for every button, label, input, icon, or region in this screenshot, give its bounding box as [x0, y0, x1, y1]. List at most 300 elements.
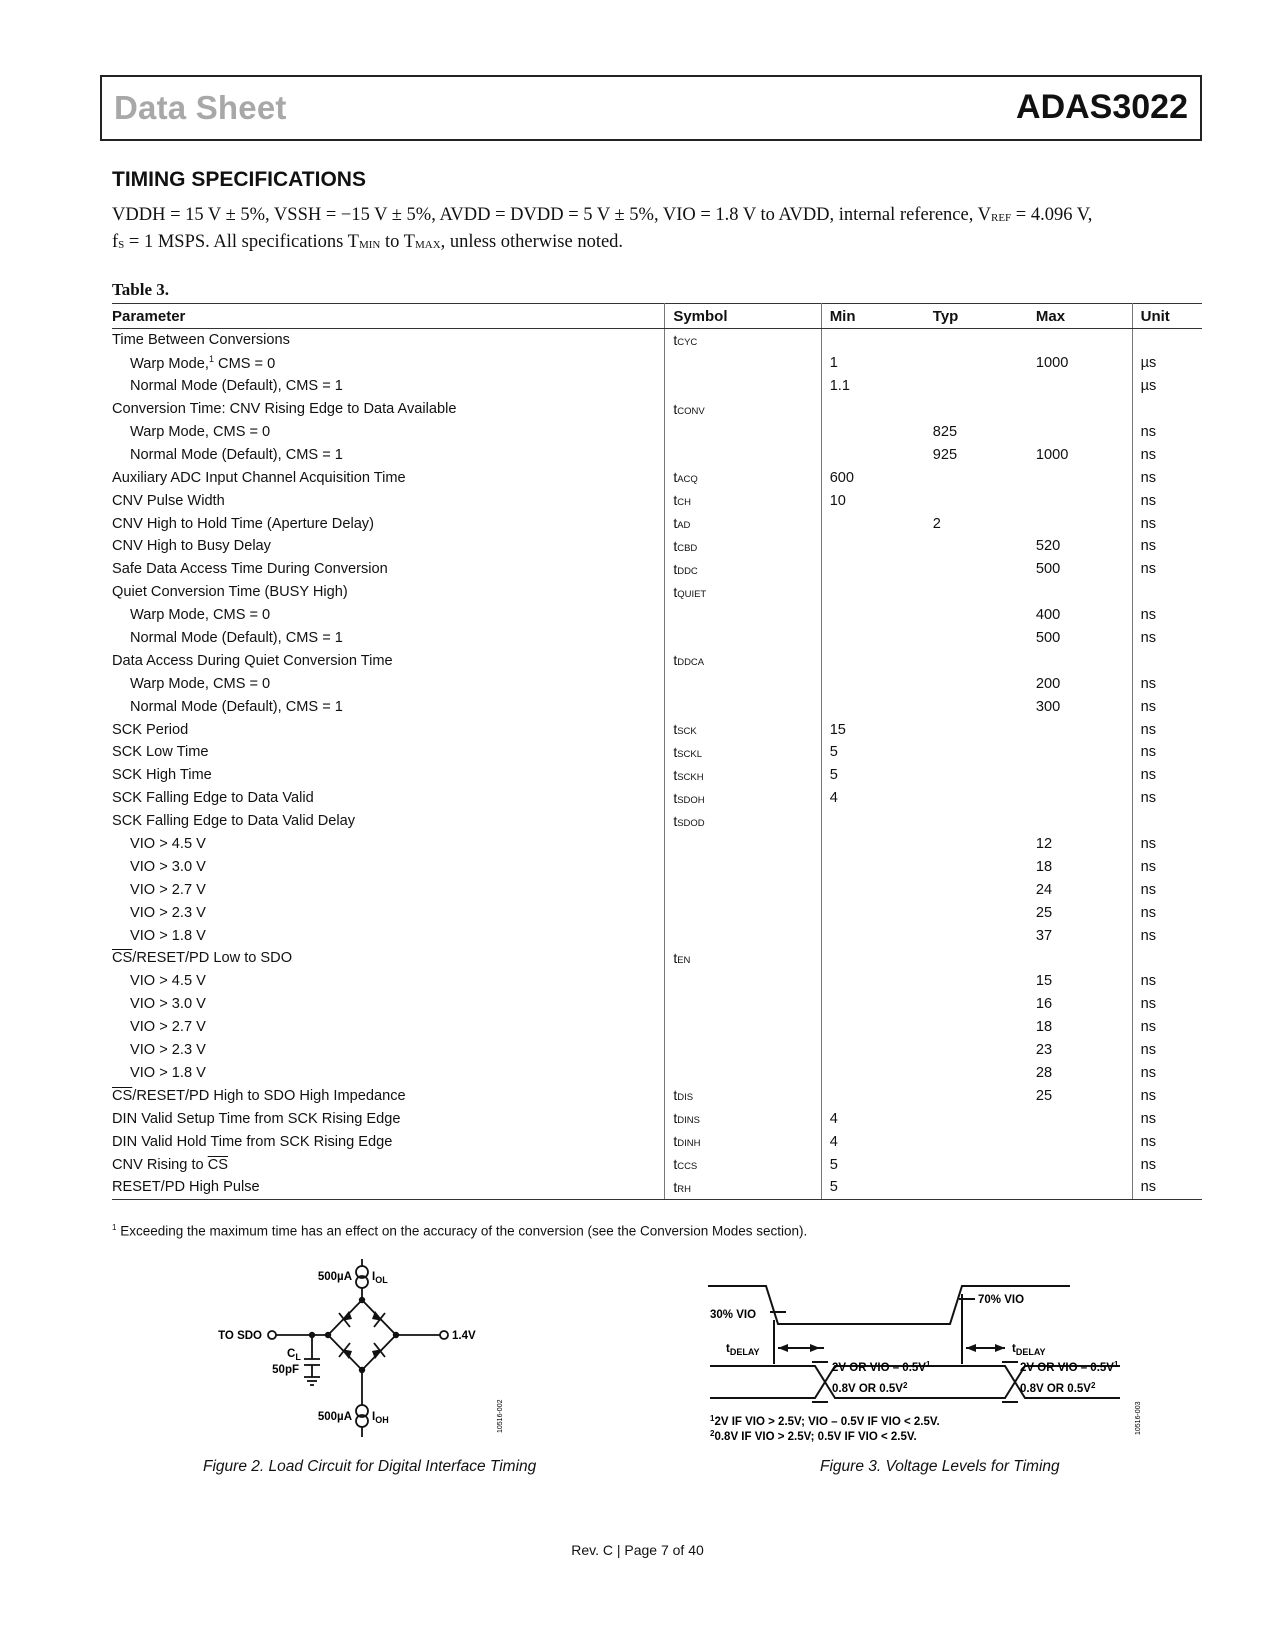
cell-typ: 925 [932, 446, 958, 463]
cell-symbol [665, 512, 821, 535]
cell-symbol [665, 878, 821, 901]
parameter-text: VIO > 4.5 V [130, 836, 206, 853]
figure3-note-1: $^1$2V IF VIO > 2.5V; VIO – 0.5V IF VIO < 2.5V. [710, 1414, 940, 1428]
cell-typ [925, 924, 1028, 947]
cell-unit: ns [1140, 446, 1157, 463]
parameter-text: Quiet Conversion Time (BUSY High) [112, 584, 348, 601]
cell-min [821, 649, 925, 672]
parameter-text: VIO > 4.5 V [130, 973, 206, 990]
symbol-main: t [673, 469, 678, 486]
cell-unit: ns [1140, 424, 1157, 440]
symbol-main: t [673, 331, 678, 348]
cell-max [1028, 741, 1132, 764]
cell-max: 400 [1028, 604, 1132, 627]
cell-max: 500 [1028, 627, 1132, 650]
cell-symbol [665, 1107, 821, 1130]
cell-max [1028, 375, 1132, 398]
cell-parameter [112, 878, 665, 901]
cell-typ [925, 718, 1028, 741]
cell-max [1028, 1107, 1132, 1130]
label-30-percent: 30% VIO [710, 1309, 757, 1321]
cell-typ [925, 581, 1028, 604]
cell-min [821, 810, 925, 833]
parameter-text: Normal Mode (Default), CMS = 1 [130, 378, 343, 395]
cell-unit: ns [1140, 1042, 1157, 1059]
conditions-sub: REF [990, 212, 1012, 224]
cell-unit: ns [1140, 675, 1157, 692]
low-level-label-1: 0.8V OR $0.5V^2$ [832, 1381, 908, 1395]
parameter-text: SCK Falling Edge to Data Valid [112, 790, 314, 807]
cell-symbol [665, 1176, 821, 1199]
cell-symbol [665, 970, 821, 993]
symbol-main: t [673, 949, 678, 966]
cell-min [821, 993, 925, 1016]
cell-typ [925, 672, 1028, 695]
header-parameter: Parameter [112, 304, 665, 329]
header-symbol: Symbol [665, 304, 821, 329]
cell-max: 28 [1028, 1062, 1132, 1085]
conditions-text: = 4.096 V, [1011, 205, 1093, 225]
load-circuit-diagram [200, 1255, 530, 1450]
page-header [100, 75, 1202, 141]
tdelay-right-label: $t_{DELAY}$ [1012, 1343, 1046, 1357]
table-row [112, 627, 1202, 650]
cell-parameter [112, 1016, 665, 1039]
cell-min [821, 947, 925, 970]
table-footnote [112, 1223, 807, 1239]
cell-typ [925, 833, 1028, 856]
cell-max [1028, 329, 1132, 352]
parameter-text: DIN Valid Setup Time from SCK Rising Edge [112, 1110, 401, 1127]
cell-parameter [112, 421, 665, 444]
cell-min: 1.1 [829, 378, 850, 395]
cell-parameter [112, 855, 665, 878]
table-row [112, 398, 1202, 421]
parameter-text: Warp Mode, CMS = 0 [130, 675, 271, 692]
cell-typ [925, 352, 1028, 375]
cell-typ [925, 375, 1028, 398]
cell-min [821, 421, 925, 444]
cell-unit [1132, 329, 1202, 352]
parameter-text: Normal Mode (Default), CMS = 1 [130, 698, 343, 715]
cell-max: 16 [1028, 993, 1132, 1016]
parameter-text: Auxiliary ADC Input Channel Acquisition Time [112, 469, 406, 486]
symbol-main: t [673, 766, 678, 783]
footnote-text: Exceeding the maximum time has an effect on the accuracy of the conversion (see the Conversion Modes section). [116, 1223, 808, 1239]
cell-typ [925, 649, 1028, 672]
cell-max: 15 [1028, 970, 1132, 993]
parameter-text: CNV High to Hold Time (Aperture Delay) [112, 515, 374, 532]
cell-symbol [665, 924, 821, 947]
symbol-subscript: DINS [677, 1115, 700, 1127]
cell-min [821, 627, 925, 650]
parameter-text: SCK Low Time [112, 744, 209, 761]
symbol-subscript: DIS [677, 1092, 694, 1104]
to-sdo-label: TO SDO [218, 1330, 262, 1342]
cell-symbol [665, 764, 821, 787]
cell-max [1028, 810, 1132, 833]
table-row [112, 718, 1202, 741]
cell-max: 12 [1028, 833, 1132, 856]
symbol-main: t [673, 560, 678, 577]
table-row [112, 1084, 1202, 1107]
parameter-text: VIO > 2.7 V [130, 881, 206, 898]
cell-parameter [112, 924, 665, 947]
table-body [112, 329, 1202, 1200]
cell-typ [925, 627, 1028, 650]
figure-id: 10516-003 [1135, 1401, 1142, 1435]
cell-min: 600 [829, 469, 855, 486]
cell-parameter [112, 466, 665, 489]
cell-max: 520 [1028, 535, 1132, 558]
cell-max: 25 [1028, 901, 1132, 924]
cell-symbol [665, 421, 821, 444]
cell-max [1028, 764, 1132, 787]
cell-typ [925, 489, 1028, 512]
symbol-subscript: CONV [677, 405, 705, 417]
table-row [112, 787, 1202, 810]
page-footer: Rev. C | Page 7 of 40 [571, 1542, 704, 1558]
cell-min [821, 604, 925, 627]
cell-min [821, 1062, 925, 1085]
cell-symbol [665, 1084, 821, 1107]
cell-typ [925, 787, 1028, 810]
cell-symbol [665, 855, 821, 878]
cell-max [1028, 718, 1132, 741]
cell-parameter [112, 581, 665, 604]
conditions-text: f [112, 232, 119, 252]
table-row [112, 672, 1202, 695]
cell-unit: ns [1140, 492, 1157, 509]
table-row [112, 901, 1202, 924]
symbol-main: t [673, 812, 678, 829]
cell-typ: 825 [932, 424, 958, 440]
table-row [112, 970, 1202, 993]
cell-min: 4 [829, 790, 838, 807]
cell-parameter [112, 489, 665, 512]
cell-min [821, 581, 925, 604]
cell-unit: ns [1140, 836, 1157, 853]
parameter-text: VIO > 2.3 V [130, 904, 206, 921]
table-row [112, 764, 1202, 787]
voltage-levels-diagram [700, 1270, 1160, 1450]
cell-symbol [665, 398, 821, 421]
cell-min: 1 [829, 355, 838, 372]
cell-min [821, 833, 925, 856]
symbol-main: t [673, 1087, 678, 1104]
conditions-text: , unless otherwise noted. [440, 232, 624, 252]
parameter-text: VIO > 2.3 V [130, 1042, 206, 1059]
cell-unit: ns [1140, 973, 1157, 990]
symbol-subscript: DINH [677, 1138, 701, 1150]
cell-min: 5 [829, 1156, 838, 1173]
cl-label: $C_L$ [287, 1348, 301, 1362]
cell-unit: ns [1140, 1133, 1157, 1150]
low-level-label-2: 0.8V OR $0.5V^2$ [1020, 1381, 1096, 1395]
header-unit: Unit [1132, 304, 1202, 329]
conditions-text: to T [380, 232, 415, 252]
cell-unit: ns [1140, 744, 1157, 761]
cell-unit: ns [1140, 698, 1157, 715]
cell-typ [925, 1016, 1028, 1039]
cell-parameter [112, 627, 665, 650]
cell-symbol [665, 329, 821, 352]
cell-max: 1000 [1028, 352, 1132, 375]
cell-typ [925, 764, 1028, 787]
cell-min [821, 672, 925, 695]
cell-parameter [112, 1084, 665, 1107]
cell-parameter [112, 741, 665, 764]
parameter-text: Warp Mode, [130, 356, 209, 373]
table-row [112, 833, 1202, 856]
cell-max [1028, 398, 1132, 421]
cell-min [821, 443, 925, 466]
footnote-ref: 1 [208, 354, 214, 365]
table-row [112, 1016, 1202, 1039]
header-max: Max [1028, 304, 1132, 329]
conditions-text: = 1 MSPS. All specifications T [124, 232, 359, 252]
conditions-sub: S [118, 239, 125, 251]
symbol-main: t [673, 743, 678, 760]
cell-symbol [665, 375, 821, 398]
symbol-subscript: CCS [677, 1161, 698, 1172]
cell-max: 24 [1028, 878, 1132, 901]
cell-min [821, 855, 925, 878]
cell-unit: ns [1140, 1019, 1157, 1036]
header-doc-type: Data Sheet [114, 89, 287, 126]
table-row [112, 421, 1202, 444]
cell-typ [925, 1084, 1028, 1107]
cell-min [821, 1084, 925, 1107]
cell-typ [925, 810, 1028, 833]
cell-symbol [665, 581, 821, 604]
cell-unit: ns [1140, 515, 1157, 532]
table-row [112, 947, 1202, 970]
table-caption: Table 3. [112, 280, 170, 299]
symbol-subscript: SCKH [677, 771, 704, 783]
cell-typ [925, 1153, 1028, 1176]
parameter-text: Warp Mode, CMS = 0 [130, 607, 271, 624]
table-row [112, 329, 1202, 352]
table-row [112, 1107, 1202, 1130]
cell-symbol [665, 947, 821, 970]
conditions-sub: MAX [414, 239, 441, 251]
table-row [112, 1130, 1202, 1153]
parameter-text: DIN Valid Hold Time from SCK Rising Edge [112, 1133, 393, 1150]
symbol-subscript: RH [677, 1183, 691, 1195]
cell-symbol [665, 443, 821, 466]
cell-symbol [665, 787, 821, 810]
symbol-main: t [673, 1156, 678, 1172]
test-conditions [112, 203, 1202, 257]
parameter-text: Data Access During Quiet Conversion Time [112, 652, 393, 669]
cell-unit [1132, 581, 1202, 604]
section-title: TIMING SPECIFICATIONS [112, 168, 366, 191]
cell-min [821, 512, 925, 535]
figure3-caption: Figure 3. Voltage Levels for Timing [820, 1458, 1060, 1475]
cell-typ [925, 398, 1028, 421]
cell-symbol [665, 1130, 821, 1153]
cell-min [821, 970, 925, 993]
figure2-caption: Figure 2. Load Circuit for Digital Interface Timing [203, 1458, 537, 1475]
cell-max: 37 [1028, 924, 1132, 947]
cell-parameter [112, 1039, 665, 1062]
cell-symbol [665, 833, 821, 856]
cell-unit [1132, 398, 1202, 421]
cell-max [1028, 947, 1132, 970]
cell-parameter [112, 718, 665, 741]
cell-max: 25 [1028, 1084, 1132, 1107]
footnote-mark: 1 [112, 1223, 117, 1232]
symbol-subscript: CYC [677, 336, 698, 348]
capacitance-label: 50pF [272, 1364, 299, 1376]
symbol-subscript: QUIET [677, 588, 707, 600]
table-row [112, 855, 1202, 878]
cell-symbol [665, 1039, 821, 1062]
cell-max [1028, 421, 1132, 444]
symbol-main: t [673, 789, 678, 806]
cell-unit: µs [1140, 378, 1157, 395]
cell-typ [925, 947, 1028, 970]
cell-min: 4 [829, 1110, 838, 1127]
overlined-signal: $\overline{CS}$ [112, 950, 133, 967]
cell-symbol [665, 1016, 821, 1039]
cell-typ [925, 535, 1028, 558]
cell-typ [925, 466, 1028, 489]
parameter-text: CNV Pulse Width [112, 492, 225, 509]
cell-parameter [112, 1107, 665, 1130]
cell-unit: ns [1140, 469, 1157, 486]
cell-typ [925, 1176, 1028, 1199]
conditions-sub: MIN [358, 239, 381, 251]
parameter-text: /RESET/PD High to SDO High Impedance [132, 1087, 406, 1104]
symbol-subscript: EN [677, 954, 691, 966]
tdelay-left-label: $t_{DELAY}$ [726, 1343, 760, 1357]
cell-parameter [112, 329, 665, 352]
table-header-row [112, 304, 1202, 329]
cell-min [821, 329, 925, 352]
cell-unit: ns [1140, 996, 1157, 1013]
cell-unit: ns [1140, 630, 1157, 647]
cell-parameter [112, 695, 665, 718]
symbol-main: t [673, 721, 678, 738]
cell-unit: ns [1140, 561, 1157, 578]
parameter-text: SCK High Time [112, 767, 212, 784]
cell-max: 300 [1028, 695, 1132, 718]
cell-typ [925, 970, 1028, 993]
cell-max: 23 [1028, 1039, 1132, 1062]
symbol-main: t [673, 1133, 678, 1150]
cell-min [821, 924, 925, 947]
cell-symbol [665, 489, 821, 512]
cell-parameter [112, 672, 665, 695]
symbol-main: t [673, 1110, 678, 1127]
cell-parameter [112, 833, 665, 856]
cell-max [1028, 649, 1132, 672]
cell-max: 18 [1028, 1016, 1132, 1039]
parameter-text: SCK Falling Edge to Data Valid Delay [112, 813, 356, 830]
table-row [112, 810, 1202, 833]
header-typ: Typ [925, 304, 1028, 329]
cell-min: 5 [829, 744, 838, 761]
cell-symbol [665, 535, 821, 558]
iol-label: $I_{OL}$ [372, 1271, 388, 1285]
cell-min [821, 1039, 925, 1062]
cell-unit: ns [1140, 767, 1157, 784]
cell-min: 15 [829, 721, 846, 738]
high-level-label-1: 2V OR VIO – $0.5V^1$ [832, 1360, 931, 1374]
table-row [112, 695, 1202, 718]
cell-max [1028, 1176, 1132, 1199]
table-row [112, 1062, 1202, 1085]
cell-symbol [665, 1153, 821, 1176]
cell-parameter [112, 1153, 665, 1176]
figure3-note-2: $^2$0.8V IF VIO > 2.5V; 0.5V IF VIO < 2.5V. [710, 1429, 917, 1443]
cell-typ: 2 [932, 515, 941, 532]
cell-unit: ns [1132, 1176, 1202, 1199]
symbol-subscript: SDOD [677, 817, 705, 829]
symbol-main: t [673, 537, 678, 554]
cell-symbol [665, 672, 821, 695]
parameter-text: VIO > 3.0 V [130, 858, 206, 875]
cell-parameter [112, 970, 665, 993]
cell-unit: ns [1140, 1064, 1157, 1081]
cell-parameter [112, 1062, 665, 1085]
cell-max: 500 [1028, 558, 1132, 581]
cell-symbol [665, 649, 821, 672]
cell-unit [1132, 947, 1202, 970]
cell-parameter [112, 1176, 665, 1199]
symbol-subscript: DDCA [677, 657, 705, 669]
cell-max: 200 [1028, 672, 1132, 695]
ioh-value-label: 500µA [317, 1411, 352, 1423]
table-row [112, 352, 1202, 375]
cell-parameter [112, 512, 665, 535]
table-row [112, 466, 1202, 489]
table-row [112, 1176, 1202, 1199]
cell-typ [925, 604, 1028, 627]
overlined-signal: $\overline{CS}$ [112, 1087, 133, 1104]
cell-parameter [112, 352, 665, 375]
cell-typ [925, 1130, 1028, 1153]
parameter-text: VIO > 3.0 V [130, 996, 206, 1013]
table-row [112, 649, 1202, 672]
cell-symbol [665, 1062, 821, 1085]
timing-spec-table [112, 303, 1202, 1200]
cell-symbol [665, 558, 821, 581]
cell-typ [925, 558, 1028, 581]
parameter-text: Warp Mode, CMS = 0 [130, 424, 271, 440]
high-level-label-2: 2V OR VIO – $0.5V^1$ [1020, 1360, 1119, 1374]
table-row [112, 1039, 1202, 1062]
cell-symbol [665, 695, 821, 718]
cell-symbol [665, 901, 821, 924]
table-row [112, 512, 1202, 535]
cell-symbol [665, 993, 821, 1016]
cell-typ [925, 1039, 1028, 1062]
cell-symbol [665, 604, 821, 627]
output-voltage-label: 1.4V [452, 1330, 476, 1342]
symbol-subscript: SCK [677, 726, 697, 738]
table-row [112, 924, 1202, 947]
parameter-text: Time Between Conversions [112, 332, 290, 349]
symbol-subscript: AD [677, 520, 691, 532]
cell-parameter [112, 398, 665, 421]
cell-typ [925, 901, 1028, 924]
cell-unit: ns [1140, 538, 1157, 555]
cell-typ [925, 855, 1028, 878]
conditions-text: VDDH = 15 V ± 5%, VSSH = −15 V ± 5%, AVDD = DVDD = 5 V ± 5%, VIO = 1.8 V to AVDD, internal reference, V [112, 205, 991, 225]
